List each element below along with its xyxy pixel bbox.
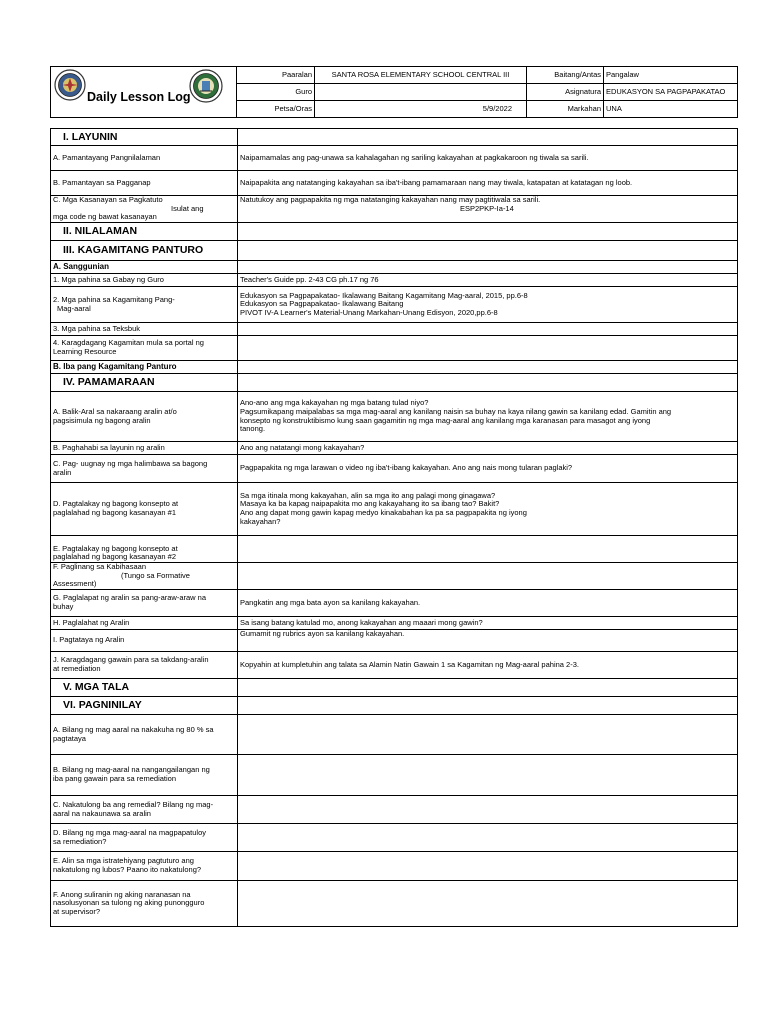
row-label: B. Paghahabi sa layunin ng aralin — [51, 442, 238, 455]
row-label: E. Alin sa mga istratehiyang pagtuturo ang nakatulong ng lubos? Paano ito nakatulong? — [51, 852, 238, 881]
teacher-value — [315, 84, 527, 101]
document-title: Daily Lesson Log — [87, 90, 191, 105]
grade-label: Baitang/Antas — [527, 67, 604, 84]
row-label: E. Pagtalakay ng bagong konsepto at paglalahad ng bagong kasanayan #2 — [51, 536, 238, 563]
row-value — [238, 536, 738, 563]
row-value — [238, 323, 738, 336]
row-label: A. Bilang ng mag aaral na nakakuha ng 80 % sa pagtataya — [51, 715, 238, 755]
row-value: Pagpapakita ng mga larawan o video ng iba't-ibang kakayahan. Ano ang nais mong tularan paglaki? — [238, 455, 738, 483]
row-label: F. Paglinang sa Kabihasaan (Tungo sa Formative Assessment) — [51, 563, 238, 590]
lesson-table — [50, 128, 738, 927]
row-label: A. Balik-Aral sa nakaraang aralin at/o pagsisimula ng bagong aralin — [51, 392, 238, 442]
deped-seal-icon — [54, 69, 86, 101]
section-nilalaman: II. NILALAMAN — [51, 223, 238, 241]
row-label: 2. Mga pahina sa Kagamitang Pang- Mag-aaral — [51, 287, 238, 323]
row-label: H. Paglalahat ng Aralin — [51, 617, 238, 630]
row-label: 3. Mga pahina sa Teksbuk — [51, 323, 238, 336]
row-label: 4. Karagdagang Kagamitan mula sa portal ng Learning Resource — [51, 336, 238, 361]
subject-value: EDUKASYON SA PAGPAPAKATAO — [604, 84, 738, 101]
row-value — [238, 563, 738, 590]
row-label: C. Mga Kasanayan sa Pagkatuto Isulat ang mga code ng bawat kasanayan — [51, 196, 238, 223]
section-kagamitan: III. KAGAMITANG PANTURO — [51, 241, 238, 261]
quarter-label: Markahan — [527, 101, 604, 118]
row-value — [238, 336, 738, 361]
row-label: B. Bilang ng mag-aaral na nangangailangan ng iba pang gawain para sa remediation — [51, 755, 238, 796]
row-value — [238, 361, 738, 374]
school-label: Paaralan — [237, 67, 315, 84]
date-value: 5/9/2022 — [315, 101, 527, 118]
row-value: Edukasyon sa Pagpapakatao- Ikalawang Baitang Kagamitang Mag-aaral, 2015, pp.6-8 Edukasyon sa Pagpapakatao- Ikalawang Baitang PIVOT IV-A Learner's Material-Unang Markahan-Unang Edisyon, 2020,pp.6-8 — [238, 287, 738, 323]
school-value: SANTA ROSA ELEMENTARY SCHOOL CENTRAL III — [315, 67, 527, 84]
row-value: Naipamamalas ang pag-unawa sa kahalagahan ng sariling kakayahan at pagkakaroon ng tiwala sa sarili. — [238, 146, 738, 171]
row-label: D. Pagtalakay ng bagong konsepto at paglalahad ng bagong kasanayan #1 — [51, 483, 238, 536]
teacher-label: Guro — [237, 84, 315, 101]
row-value: Pangkatin ang mga bata ayon sa kanilang kakayahan. — [238, 590, 738, 617]
section-pamamaraan: IV. PAMAMARAAN — [51, 374, 238, 392]
row-value: Ano ang natatangi mong kakayahan? — [238, 442, 738, 455]
division-seal-icon — [189, 69, 223, 103]
row-label: 1. Mga pahina sa Gabay ng Guro — [51, 274, 238, 287]
row-value: Teacher's Guide pp. 2-43 CG ph.17 ng 76 — [238, 274, 738, 287]
subject-label: Asignatura — [527, 84, 604, 101]
row-label: C. Pag- uugnay ng mga halimbawa sa bagong aralin — [51, 455, 238, 483]
row-value: Sa mga itinala mong kakayahan, alin sa mga ito ang palagi mong ginagawa? Masaya ka ba kapag naipapakita mo ang kakayahang ito sa ibang tao? Bakit? Ano ang dapat mong gawin kapag medyo kinakabahan ka pa sa pagpapakita ng iyong kakayahan? — [238, 483, 738, 536]
row-label: B. Pamantayan sa Pagganap — [51, 171, 238, 196]
section-layunin: I. LAYUNIN — [51, 129, 238, 146]
quarter-value: UNA — [604, 101, 738, 118]
row-label: C. Nakatulong ba ang remedial? Bilang ng mag- aaral na nakaunawa sa aralin — [51, 796, 238, 824]
row-label: B. Iba pang Kagamitang Panturo — [51, 361, 238, 374]
row-label: I. Pagtataya ng Aralin — [51, 630, 238, 652]
row-value: Sa isang batang katulad mo, anong kakayahan ang maaari mong gawin? — [238, 617, 738, 630]
row-value: Naipapakita ang natatanging kakayahan sa iba't-ibang pamamaraan nang may tiwala, katapatan at katatagan ng loob. — [238, 171, 738, 196]
logo-cell — [51, 67, 237, 118]
date-label: Petsa/Oras — [237, 101, 315, 118]
daily-lesson-log-sheet — [50, 66, 737, 927]
row-label: D. Bilang ng mga mag-aaral na magpapatuloy sa remediation? — [51, 824, 238, 852]
row-value: Natutukoy ang pagpapakita ng mga natatanging kakayahan nang may pagtitiwala sa sarili. ESP2PKP-Ia-14 — [238, 196, 738, 223]
row-value: Gumamit ng rubrics ayon sa kanilang kakayahan. — [238, 630, 738, 652]
row-label: G. Paglalapat ng aralin sa pang-araw-araw na buhay — [51, 590, 238, 617]
row-label: A. Sanggunian — [51, 261, 238, 274]
row-value: Ano-ano ang mga kakayahan ng mga batang tulad niyo? Pagsumikapang maipalabas sa mga mag-aaral ang kanilang naisin sa buhay na kaya nilang gawin sa kanilang edad. Gamitin ang konsepto ng konstruktibismo kung saan gagamitin ng mga mag-aaral ang kanilang mga karanasan para masagot ang iyong tanong. — [238, 392, 738, 442]
row-value: Kopyahin at kumpletuhin ang talata sa Alamin Natin Gawain 1 sa Kagamitan ng Mag-aaral pahina 2-3. — [238, 652, 738, 679]
section-pagninilay: VI. PAGNINILAY — [51, 697, 238, 715]
grade-value: Pangalaw — [604, 67, 738, 84]
row-label: A. Pamantayang Pangnilalaman — [51, 146, 238, 171]
row-label: J. Karagdagang gawain para sa takdang-aralin at remediation — [51, 652, 238, 679]
row-label: F. Anong suliranin ng aking naranasan na nasolusyonan sa tulong ng aking punongguro at supervisor? — [51, 881, 238, 927]
section-tala: V. MGA TALA — [51, 679, 238, 697]
header-table — [50, 66, 738, 118]
